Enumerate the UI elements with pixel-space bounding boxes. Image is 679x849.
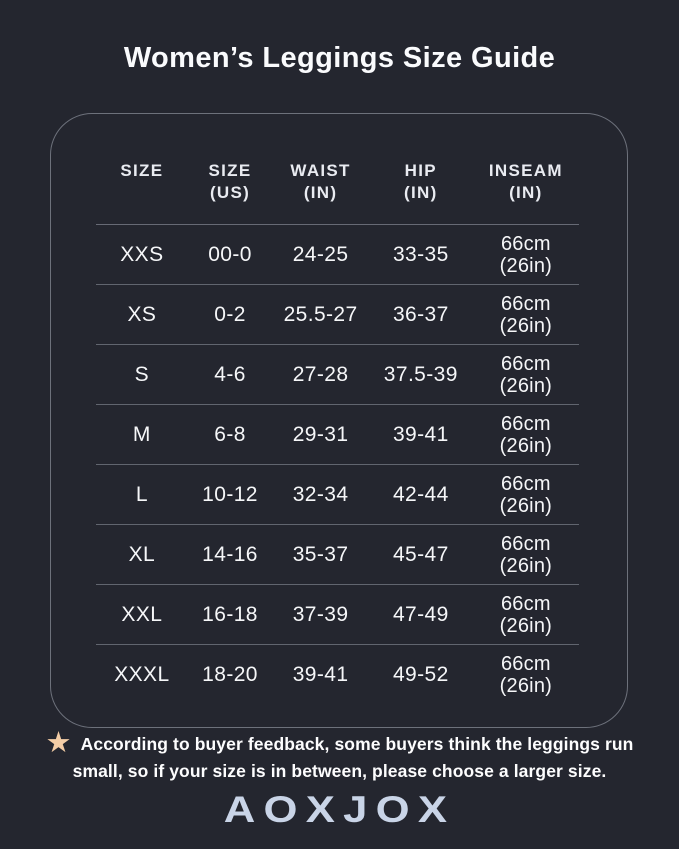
cell-hip: 36-37 — [392, 302, 449, 326]
size-table-card — [50, 113, 628, 728]
cell-inseam: 66cm (26in) — [499, 232, 553, 277]
cell-us: 00-0 — [208, 242, 252, 266]
cell-waist: 37-39 — [292, 602, 349, 626]
cell-waist: 24-25 — [292, 242, 349, 266]
table-row-xxs — [96, 225, 579, 285]
cell-size: S — [134, 362, 150, 386]
table-row-l — [96, 465, 579, 525]
cell-hip: 47-49 — [392, 602, 449, 626]
star-icon: ★ — [45, 727, 72, 759]
note-line-1: According to buyer feedback, some buyers think the leggings run — [80, 734, 634, 754]
cell-inseam: 66cm (26in) — [499, 592, 553, 637]
cell-size: XL — [128, 542, 156, 566]
cell-size: XXS — [120, 242, 164, 266]
cell-inseam: 66cm (26in) — [499, 472, 553, 517]
cell-waist: 25.5-27 — [283, 302, 358, 326]
brand-logo: AOXJOX — [223, 789, 456, 830]
cell-waist: 32-34 — [292, 482, 349, 506]
cell-size: M — [132, 422, 151, 446]
cell-us: 18-20 — [202, 662, 258, 686]
cell-us: 16-18 — [202, 602, 258, 626]
cell-waist: 35-37 — [292, 542, 349, 566]
table-row-xs — [96, 285, 579, 345]
cell-waist: 29-31 — [292, 422, 349, 446]
header-cell-size: SIZE — [120, 161, 164, 180]
cell-inseam: 66cm (26in) — [499, 652, 553, 697]
header-cell-waist: WAIST (IN) — [290, 161, 351, 202]
table-row-xxl — [96, 585, 579, 645]
table-header-row — [96, 114, 579, 225]
cell-us: 14-16 — [202, 542, 258, 566]
cell-waist: 27-28 — [292, 362, 349, 386]
cell-waist: 39-41 — [292, 662, 349, 686]
table-row-s — [96, 345, 579, 405]
cell-size: XXL — [121, 602, 163, 626]
note-line-2: small, so if your size is in between, please choose a larger size. — [72, 761, 607, 781]
cell-size: XXXL — [114, 662, 170, 686]
cell-us: 4-6 — [214, 362, 246, 386]
cell-hip: 49-52 — [392, 662, 449, 686]
cell-us: 10-12 — [202, 482, 258, 506]
table-row-xl — [96, 525, 579, 585]
cell-size: L — [135, 482, 148, 506]
table-row-xxxl — [96, 645, 579, 704]
cell-us: 6-8 — [214, 422, 246, 446]
header-cell-size-us: SIZE (US) — [208, 161, 252, 202]
cell-us: 0-2 — [214, 302, 246, 326]
cell-inseam: 66cm (26in) — [499, 292, 553, 337]
cell-inseam: 66cm (26in) — [499, 532, 553, 577]
header-cell-inseam: INSEAM (IN) — [488, 161, 563, 202]
cell-hip: 45-47 — [392, 542, 449, 566]
cell-hip: 42-44 — [392, 482, 449, 506]
cell-hip: 33-35 — [392, 242, 449, 266]
size-table — [96, 114, 579, 704]
cell-inseam: 66cm (26in) — [499, 352, 553, 397]
table-row-m — [96, 405, 579, 465]
page-title: Women’s Leggings Size Guide — [123, 42, 556, 74]
header-cell-hip: HIP (IN) — [404, 161, 438, 202]
cell-hip: 37.5-39 — [383, 362, 458, 386]
buyer-feedback-note — [0, 727, 679, 785]
cell-size: XS — [127, 302, 157, 326]
cell-hip: 39-41 — [392, 422, 449, 446]
cell-inseam: 66cm (26in) — [499, 412, 553, 457]
